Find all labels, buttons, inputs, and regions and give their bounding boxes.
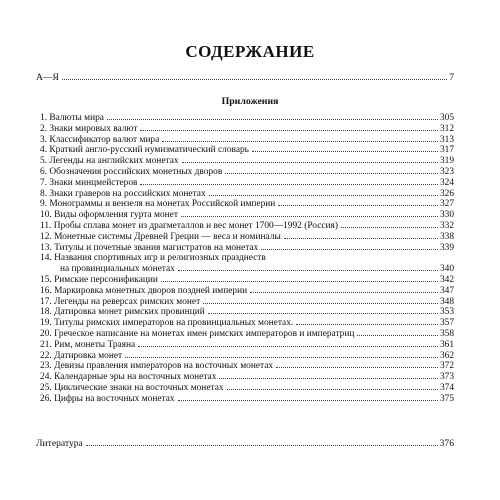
toc-entry-label: 2. Знаки мировых валют bbox=[40, 123, 138, 134]
appendix-list bbox=[40, 113, 454, 405]
list-item bbox=[40, 318, 454, 329]
toc-entry-label: 18. Датировка монет римских провинций bbox=[40, 307, 205, 318]
list-item bbox=[40, 372, 454, 383]
toc-entry-label: 16. Маркировка монетных дворов поздней империи bbox=[40, 285, 248, 296]
toc-entry-label: 1. Валюты мира bbox=[40, 113, 104, 123]
list-item bbox=[40, 329, 454, 340]
toc-entry-label-continued: на провинциальных монетах bbox=[60, 264, 175, 275]
toc-entry-line bbox=[40, 318, 454, 329]
toc-entry-page: 305 bbox=[439, 113, 454, 123]
toc-entry-page: 324 bbox=[439, 177, 454, 188]
toc-entry-label: 17. Легенды на реверсах римских монет bbox=[40, 296, 201, 307]
toc-entry-label: 19. Титулы римских императоров на провинциальных монетах. bbox=[40, 318, 294, 329]
list-item bbox=[40, 124, 454, 135]
leader-dots bbox=[181, 216, 438, 217]
toc-entry-label: 4. Краткий англо-русский нумизматический словарь bbox=[40, 145, 249, 156]
toc-entry-label: 14. Названия спортивных игр и религиозных празднеств bbox=[40, 253, 266, 264]
toc-entry-page: 362 bbox=[439, 350, 454, 361]
leader-dots bbox=[125, 357, 438, 358]
toc-entry-page: 353 bbox=[439, 307, 454, 318]
toc-entry-label: 20. Греческое написание на монетах имен римских императоров и императриц bbox=[40, 328, 355, 339]
leader-dots bbox=[227, 389, 438, 390]
toc-entry-line bbox=[40, 113, 454, 124]
leader-dots bbox=[208, 313, 438, 314]
list-item bbox=[40, 340, 454, 351]
list-item bbox=[40, 243, 454, 254]
toc-entry-page: 375 bbox=[439, 393, 454, 404]
leader-dots bbox=[250, 292, 438, 293]
toc-entry-label: А—Я bbox=[36, 72, 59, 83]
toc-entry-page: 319 bbox=[439, 156, 454, 167]
list-item bbox=[40, 135, 454, 146]
toc-entry-label: 22. Датировка монет bbox=[40, 350, 123, 361]
toc-entry-page: 374 bbox=[439, 382, 454, 393]
leader-dots bbox=[162, 141, 438, 142]
toc-entry-label: 7. Знаки минцмейстеров bbox=[40, 177, 138, 188]
toc-entry-line bbox=[40, 340, 454, 351]
toc-entry-line bbox=[40, 286, 454, 297]
toc-entry-label: 5. Легенды на английских монетах bbox=[40, 156, 179, 167]
toc-entry-label: 26. Цифры на восточных монетах bbox=[40, 393, 175, 404]
toc-entry-page: 323 bbox=[439, 166, 454, 177]
toc-entry-page: 340 bbox=[439, 264, 454, 275]
toc-entry-page: 373 bbox=[439, 372, 454, 383]
toc-entry-line bbox=[40, 351, 454, 362]
toc-entry-label: 3. Классификатор валют мира bbox=[40, 134, 160, 145]
leader-dots bbox=[140, 184, 437, 185]
toc-entry-line bbox=[40, 275, 454, 286]
toc-entry-line bbox=[40, 232, 454, 243]
toc-entry-line bbox=[40, 199, 454, 210]
list-item bbox=[40, 351, 454, 362]
toc-entry-line bbox=[40, 243, 454, 254]
list-item bbox=[40, 394, 454, 405]
list-item bbox=[40, 383, 454, 394]
toc-entry-line bbox=[40, 124, 454, 135]
toc-entry-page: 358 bbox=[439, 328, 454, 339]
leader-dots bbox=[341, 227, 438, 228]
toc-entry-page: 372 bbox=[439, 361, 454, 372]
toc-entry-line bbox=[40, 307, 454, 318]
toc-entry-line bbox=[40, 297, 454, 308]
toc-entry-label: 11. Пробы сплава монет из драгметаллов и вес монет 1700—1992 (Россия) bbox=[40, 220, 338, 231]
leader-dots bbox=[203, 303, 438, 304]
leader-dots bbox=[138, 346, 438, 347]
leader-dots bbox=[357, 335, 438, 336]
toc-entry-label: 12. Монетные системы Древней Греции — веса и номиналы bbox=[40, 231, 281, 242]
leader-dots bbox=[261, 249, 438, 250]
toc-entry-page: 357 bbox=[439, 318, 454, 329]
toc-entry-label: 23. Девизы правления императоров на восточных монетах bbox=[40, 361, 274, 372]
toc-entry-page: 317 bbox=[439, 145, 454, 156]
list-item bbox=[40, 221, 454, 232]
toc-entry-line bbox=[40, 372, 454, 383]
toc-entry-line bbox=[40, 189, 454, 200]
toc-entry-page: 330 bbox=[439, 210, 454, 221]
leader-dots bbox=[209, 195, 438, 196]
toc-entry-label: 21. Рим, монеты Траяна bbox=[40, 339, 136, 350]
list-item bbox=[40, 167, 454, 178]
list-item bbox=[40, 189, 454, 200]
toc-entry-line bbox=[40, 178, 454, 189]
leader-dots bbox=[62, 79, 447, 80]
toc-entry-literature bbox=[36, 438, 454, 450]
toc-entry-line bbox=[40, 135, 454, 146]
page-title: СОДЕРЖАНИЕ bbox=[185, 42, 315, 61]
toc-entry-line bbox=[40, 145, 454, 156]
leader-dots bbox=[252, 151, 438, 152]
toc-entry-page: 347 bbox=[439, 285, 454, 296]
toc-entry-label: 6. Обозначения российских монетных дворов bbox=[40, 166, 223, 177]
leader-dots bbox=[161, 281, 438, 282]
list-item bbox=[40, 178, 454, 189]
toc-entry-page: 342 bbox=[439, 274, 454, 285]
toc-entry-line bbox=[40, 167, 454, 178]
toc-entry-page: 7 bbox=[449, 72, 454, 83]
toc-entry-line bbox=[40, 383, 454, 394]
toc-entry-page: 326 bbox=[439, 188, 454, 199]
leader-dots bbox=[182, 162, 438, 163]
leader-dots bbox=[86, 445, 438, 446]
toc-entry-line bbox=[40, 361, 454, 372]
list-item bbox=[40, 199, 454, 210]
toc-entry-page: 327 bbox=[439, 199, 454, 210]
leader-dots bbox=[107, 119, 438, 120]
list-item bbox=[40, 297, 454, 308]
toc-entry-label: 13. Титулы и почетные звания магистратов на монетах bbox=[40, 242, 259, 253]
toc-entry-label: 25. Циклические знаки на восточных монетах bbox=[40, 382, 224, 393]
toc-entry-page: 338 bbox=[439, 231, 454, 242]
list-item bbox=[40, 113, 454, 124]
toc-entry-a-ya bbox=[36, 72, 454, 84]
list-item bbox=[40, 361, 454, 372]
toc-entry-page: 348 bbox=[439, 296, 454, 307]
section-heading: Приложения bbox=[221, 96, 279, 107]
list-item bbox=[40, 275, 454, 286]
toc-entry-line bbox=[40, 329, 454, 340]
leader-dots bbox=[140, 130, 437, 131]
toc-entry-label: 15. Римские персонификации bbox=[40, 274, 158, 285]
toc-entry-label: 9. Монограммы и вензеля на монетах Российской империи bbox=[40, 199, 276, 210]
list-item bbox=[40, 307, 454, 318]
toc-entry-continuation bbox=[40, 264, 454, 275]
toc-entry-label: 8. Знаки граверов на российских монетах bbox=[40, 188, 206, 199]
list-item bbox=[40, 210, 454, 221]
leader-dots bbox=[276, 367, 438, 368]
toc-entry-label: Литература bbox=[36, 438, 83, 449]
toc-entry-page: 332 bbox=[439, 220, 454, 231]
toc-entry-label: 24. Календарные эры на восточных монетах bbox=[40, 372, 217, 383]
list-item bbox=[40, 253, 454, 275]
leader-dots bbox=[284, 238, 438, 239]
toc-entry-page: 339 bbox=[439, 242, 454, 253]
leader-dots bbox=[178, 270, 438, 271]
leader-dots bbox=[296, 324, 438, 325]
list-item bbox=[40, 145, 454, 156]
toc-entry-line bbox=[40, 394, 454, 405]
leader-dots bbox=[219, 378, 438, 379]
leader-dots bbox=[225, 173, 438, 174]
leader-dots bbox=[278, 205, 438, 206]
list-item bbox=[40, 286, 454, 297]
list-item bbox=[40, 232, 454, 243]
toc-entry-page: 313 bbox=[439, 134, 454, 145]
toc-entry-line bbox=[40, 210, 454, 221]
leader-dots bbox=[178, 400, 438, 401]
toc-entry-line bbox=[40, 156, 454, 167]
toc-entry-page: 312 bbox=[439, 123, 454, 134]
list-item bbox=[40, 156, 454, 167]
toc-entry-line bbox=[40, 221, 454, 232]
toc-entry-label: 10. Виды оформления гурта монет bbox=[40, 210, 178, 221]
toc-entry-page: 361 bbox=[439, 339, 454, 350]
toc-entry-page: 376 bbox=[439, 438, 454, 449]
